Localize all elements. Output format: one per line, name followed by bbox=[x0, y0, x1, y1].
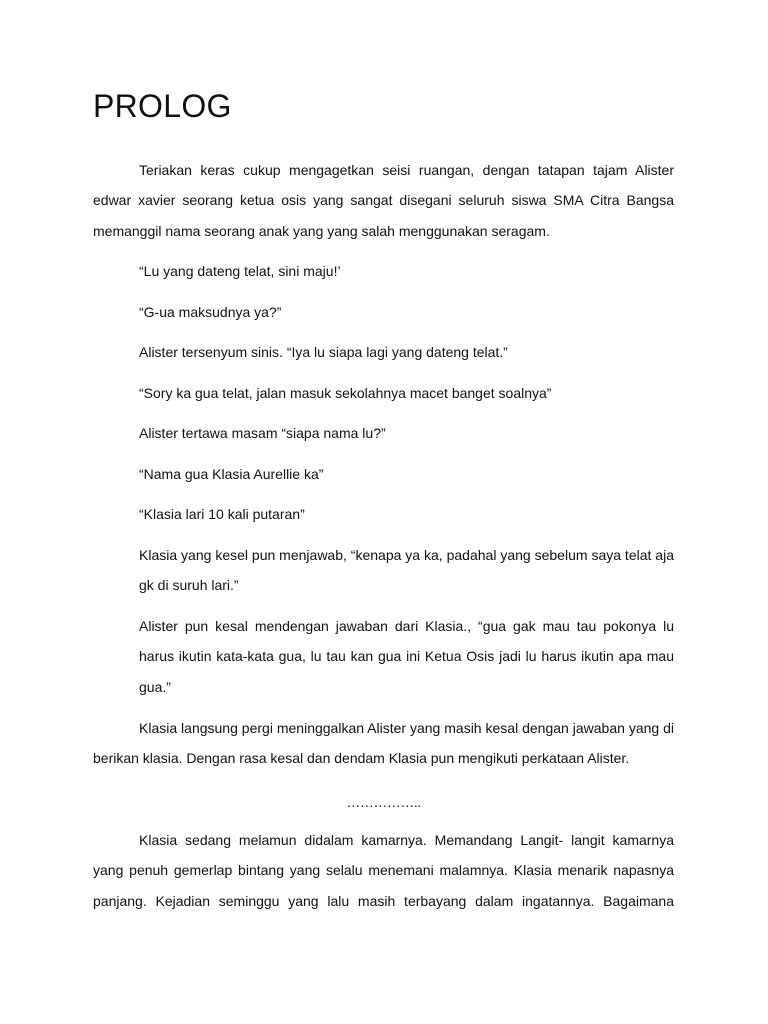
dialogue-line: Alister tersenyum sinis. “Iya lu siapa lagi yang dateng telat.” bbox=[139, 344, 508, 360]
dialogue-line: “Sory ka gua telat, jalan masuk sekolahnya macet banget soalnya” bbox=[139, 385, 552, 401]
dialogue-line: “Nama gua Klasia Aurellie ka” bbox=[139, 466, 324, 482]
section-separator: …………….. bbox=[346, 794, 421, 810]
dialogue-paragraph: Alister pun kesal mendengan jawaban dari Klasia., “gua gak mau tau pokonya lu harus ikutin kata-kata gua, lu tau kan gua ini Ketua Osis jadi lu harus ikutin apa mau gua.” bbox=[139, 618, 674, 695]
page-title: PROLOG bbox=[93, 88, 232, 124]
paragraph-narration: Klasia langsung pergi meninggalkan Alister yang masih kesal dengan jawaban yang di berikan klasia. Dengan rasa kesal dan dendam Klasia pun mengikuti perkataan Alister. bbox=[93, 720, 674, 767]
dialogue-paragraph: Klasia yang kesel pun menjawab, “kenapa ya ka, padahal yang sebelum saya telat aja gk di suruh lari.” bbox=[139, 547, 674, 594]
dialogue-line: “Klasia lari 10 kali putaran” bbox=[139, 506, 305, 522]
dialogue-line: “Lu yang dateng telat, sini maju!’ bbox=[139, 263, 341, 279]
dialogue-line: Alister tertawa masam “siapa nama lu?” bbox=[139, 425, 386, 441]
paragraph-narration: Klasia sedang melamun didalam kamarnya. Memandang Langit- langit kamarnya yang penuh gemerlap bintang yang selalu menemani malamnya. Klasia menarik napasnya panjang. Kejadian seminggu yang lalu masih terbayang dalam ingatannya. Bagaimana bbox=[93, 832, 674, 909]
dialogue-line: “G-ua maksudnya ya?” bbox=[139, 304, 282, 320]
paragraph-intro: Teriakan keras cukup mengagetkan seisi ruangan, dengan tatapan tajam Alister edwar xavier seorang ketua osis yang sangat disegani seluruh siswa SMA Citra Bangsa memanggil nama seorang anak yang yang salah menggunakan seragam. bbox=[93, 162, 674, 239]
